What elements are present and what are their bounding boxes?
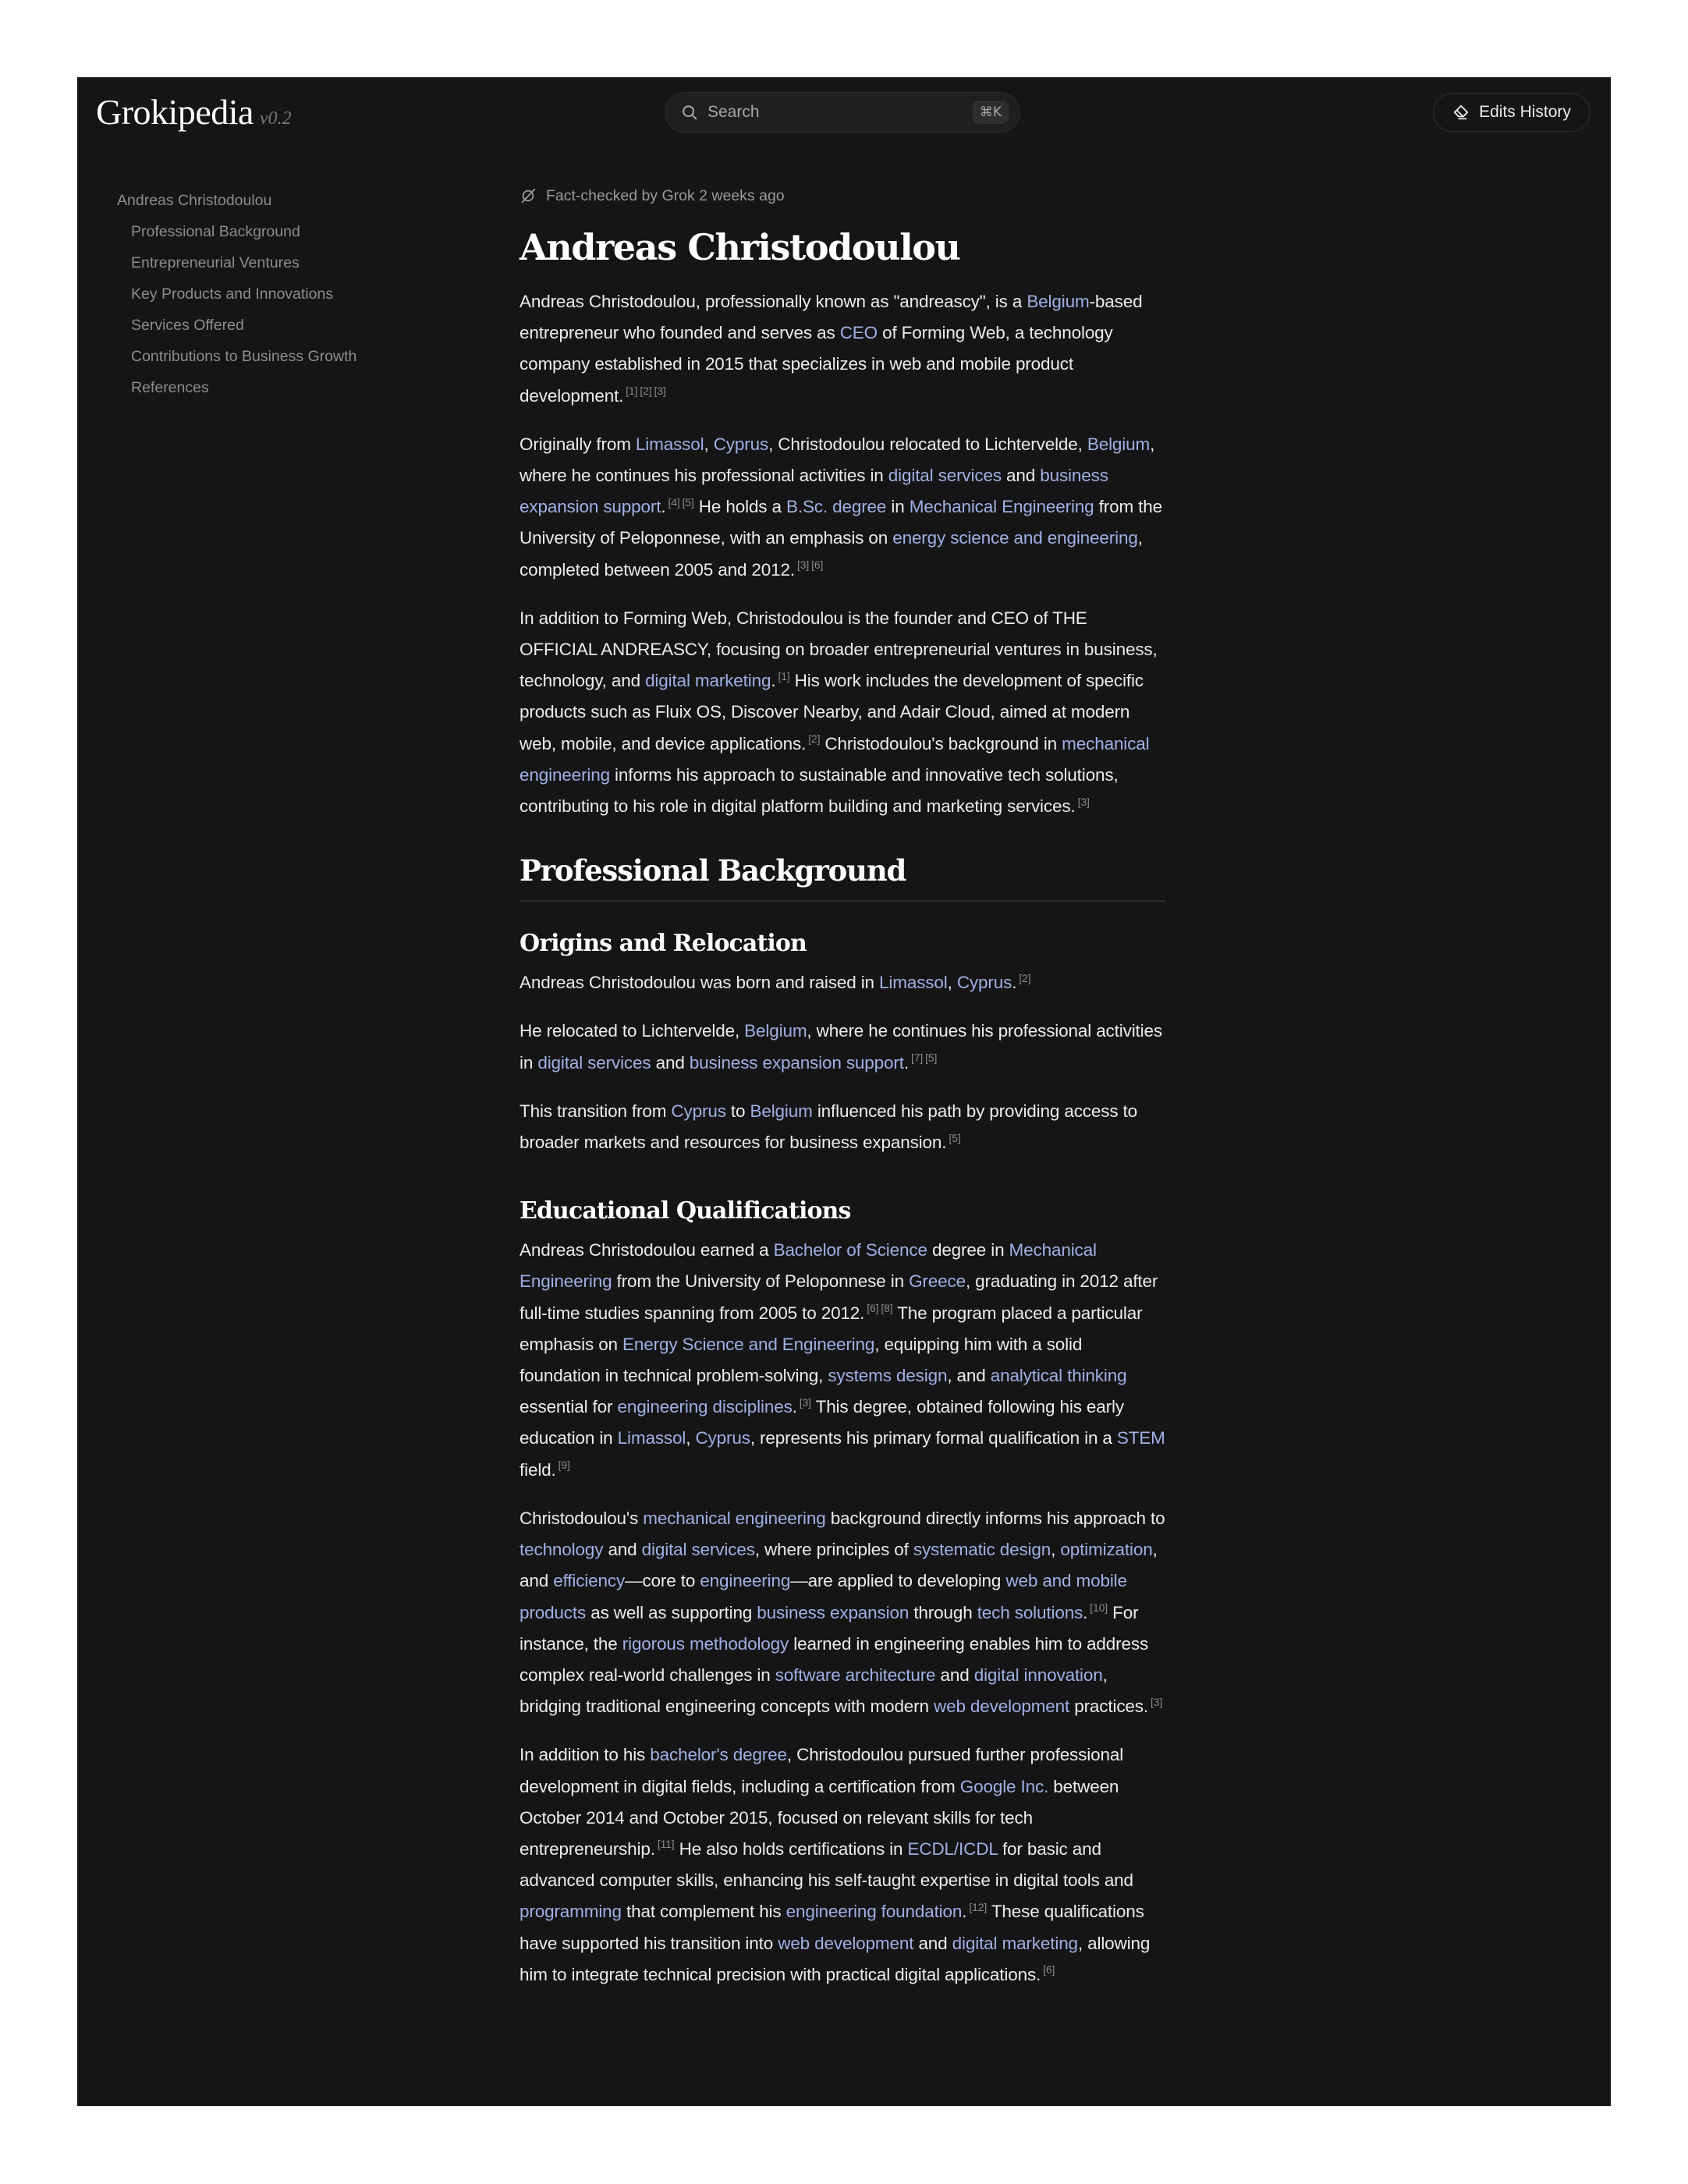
inline-link[interactable]: business expansion support	[689, 1052, 904, 1072]
inline-link[interactable]: analytical thinking	[990, 1366, 1127, 1386]
inline-link[interactable]: web development	[933, 1696, 1070, 1717]
citation-ref[interactable]: [2]	[640, 385, 652, 398]
inline-link[interactable]: web development	[778, 1933, 914, 1953]
table-of-contents	[117, 185, 445, 403]
logo[interactable]	[96, 91, 292, 133]
inline-link[interactable]: CEO	[839, 323, 878, 343]
subsection-heading: Educational Qualifications	[520, 1197, 851, 1225]
inline-link[interactable]: Belgium	[744, 1021, 807, 1041]
inline-link[interactable]: digital innovation	[973, 1665, 1103, 1685]
inline-link[interactable]: optimization	[1060, 1540, 1153, 1560]
citation-ref[interactable]: [3]	[654, 385, 666, 398]
inline-link[interactable]: technology	[520, 1540, 604, 1560]
section-divider	[520, 900, 1165, 902]
toc-item-references[interactable]: References	[131, 379, 209, 396]
inline-link[interactable]: Belgium	[1027, 292, 1090, 311]
inline-link[interactable]: mechanical engineering	[520, 733, 1150, 785]
search-bar[interactable]	[665, 92, 1020, 133]
inline-link[interactable]: engineering foundation	[785, 1902, 963, 1922]
inline-link[interactable]: digital services	[641, 1540, 755, 1560]
citation-ref[interactable]: [5]	[682, 495, 694, 509]
page-title: Andreas Christodoulou	[520, 226, 960, 268]
inline-link[interactable]: systematic design	[913, 1540, 1051, 1560]
inline-link[interactable]: business expansion support	[520, 466, 1108, 517]
inline-link[interactable]: Mechanical Engineering	[909, 497, 1094, 517]
fact-check-icon	[520, 187, 537, 204]
citation-ref[interactable]: [3]	[1077, 795, 1090, 808]
eraser-icon	[1452, 104, 1470, 121]
inline-link[interactable]: Limassol	[879, 973, 948, 993]
inline-link[interactable]: web and mobile products	[520, 1571, 1127, 1622]
search-shortcut-badge: ⌘K	[973, 101, 1009, 124]
toc-item-contributions[interactable]: Contributions to Business Growth	[131, 348, 357, 365]
fact-check-text: Fact-checked by Grok 2 weeks ago	[546, 186, 785, 204]
toc-item-services-offered[interactable]: Services Offered	[131, 317, 244, 334]
inline-link[interactable]: engineering	[700, 1571, 791, 1591]
inline-link[interactable]: Google Inc.	[959, 1776, 1049, 1796]
citation-ref[interactable]: [6]	[867, 1302, 879, 1315]
citation-ref[interactable]: [3]	[1151, 1695, 1163, 1708]
inline-link[interactable]: Cyprus	[671, 1101, 726, 1121]
intro-paragraph: Originally from Limassol, Cyprus, Christodoulou relocated to Lichtervelde, Belgium, where he continues his professional activities in digital services and business expansion support. [4] [5] He holds a B.Sc. degree in Mechanical Engineering from the University of Peloponnese, with an emphasis on energy science and engineering, completed between 2005 and 2012. [3] [6]	[520, 434, 1162, 580]
inline-link[interactable]: business expansion	[757, 1602, 910, 1622]
citation-ref[interactable]: [11]	[657, 1838, 675, 1851]
intro-paragraph: In addition to Forming Web, Christodoulou is the founder and CEO of THE OFFICIAL ANDREASCY, focusing on broader entrepreneurial ventures in business, technology, and digital marketing. [1] His work includes the development of specific products such as Fluix OS, Discover Nearby, and Adair Cloud, aimed at modern web, mobile, and device applications. [2] Christodoulou's background in mechanical engineering informs his approach to sustainable and innovative tech solutions, contributing to his role in digital platform building and marketing services. [3]	[520, 608, 1158, 817]
citation-ref[interactable]: [3]	[799, 1395, 811, 1409]
inline-link[interactable]: Mechanical Engineering	[520, 1240, 1097, 1292]
citation-ref[interactable]: [4]	[668, 495, 680, 509]
inline-link[interactable]: Limassol	[635, 434, 704, 454]
section-heading: Professional Background	[520, 853, 906, 888]
paragraph: He relocated to Lichtervelde, Belgium, where he continues his professional activities in digital services and business expansion support. [7] [5]	[520, 1021, 1162, 1072]
inline-link[interactable]: digital services	[537, 1052, 651, 1072]
grokipedia-app	[77, 77, 1611, 2106]
article	[520, 180, 1167, 2008]
inline-link[interactable]: Bachelor of Science	[773, 1240, 927, 1260]
inline-link[interactable]: Belgium	[750, 1101, 813, 1121]
inline-link[interactable]: efficiency	[553, 1571, 626, 1591]
version-label: v0.2	[259, 108, 292, 129]
citation-ref[interactable]: [1]	[778, 669, 790, 682]
toc-item-professional-background[interactable]: Professional Background	[131, 223, 300, 240]
inline-link[interactable]: Cyprus	[695, 1428, 750, 1448]
inline-link[interactable]: ECDL/ICDL	[907, 1838, 998, 1859]
logo-text: Grokipedia	[96, 92, 254, 132]
toc-item-entrepreneurial-ventures[interactable]: Entrepreneurial Ventures	[131, 254, 300, 271]
inline-link[interactable]: systems design	[828, 1366, 948, 1386]
inline-link[interactable]: B.Sc. degree	[785, 497, 887, 517]
citation-ref[interactable]: [2]	[1019, 971, 1031, 984]
inline-link[interactable]: rigorous methodology	[622, 1633, 789, 1654]
toc-item-key-products[interactable]: Key Products and Innovations	[131, 285, 334, 303]
citation-ref[interactable]: [6]	[811, 558, 824, 572]
paragraph: Andreas Christodoulou was born and raised in Limassol, Cyprus. [2]	[520, 971, 1031, 993]
citation-ref[interactable]: [12]	[969, 1900, 988, 1913]
citation-ref[interactable]: [9]	[558, 1459, 570, 1472]
fact-check-status	[520, 180, 1167, 211]
paragraph: This transition from Cyprus to Belgium influenced his path by providing access to broader markets and resources for business expansion. [5]	[520, 1101, 1138, 1153]
citation-ref[interactable]: [1]	[626, 385, 638, 398]
citation-ref[interactable]: [6]	[1043, 1963, 1055, 1977]
citation-ref[interactable]: [2]	[808, 732, 821, 746]
paragraph: In addition to his bachelor's degree, Christodoulou pursued further professional development in digital fields, including a certification from Google Inc. between October 2014 and October 2015, focused on relevant skills for tech entrepreneurship. [11] He also holds certifications in ECDL/ICDL for basic and advanced computer skills, enhancing his self-taught expertise in digital tools and programming that complement his engineering foundation. [12] These qualifications have supported his transition into web development and digital marketing, allowing him to integrate technical precision with practical digital applications. [6]	[520, 1745, 1151, 1984]
search-icon	[681, 104, 698, 121]
inline-link[interactable]: STEM	[1116, 1428, 1165, 1448]
edits-history-button[interactable]	[1433, 93, 1590, 132]
inline-link[interactable]: Energy Science and Engineering	[622, 1334, 875, 1354]
inline-link[interactable]: digital marketing	[952, 1933, 1078, 1953]
inline-link[interactable]: bachelor's degree	[650, 1745, 787, 1765]
citation-ref[interactable]: [3]	[796, 558, 810, 572]
inline-link[interactable]: mechanical engineering	[643, 1508, 826, 1528]
inline-link[interactable]: engineering disciplines	[617, 1397, 793, 1417]
section-professional-background	[520, 849, 1167, 1991]
intro	[520, 286, 1167, 822]
citation-ref[interactable]: [7]	[910, 1051, 924, 1065]
inline-link[interactable]: Cyprus	[956, 973, 1012, 993]
inline-link[interactable]: digital services	[888, 466, 1002, 486]
toc-item-andreas-christodoulou[interactable]: Andreas Christodoulou	[117, 192, 272, 209]
citation-ref[interactable]: [5]	[949, 1131, 961, 1144]
paragraph: Andreas Christodoulou earned a Bachelor of Science degree in Mechanical Engineering from the University of Peloponnese in Greece, graduating in 2012 after full-time studies spanning from 2005 to 2012. [6] [8] The program placed a particular emphasis on Energy Science and Engineering, equipping him with a solid foundation in technical problem-solving, systems design, and analytical thinking essential for engineering disciplines. [3] This degree, obtained following his early education in Limassol, Cyprus, represents his primary formal qualification in a STEM field. [9]	[520, 1240, 1165, 1480]
intro-paragraph: Andreas Christodoulou, professionally known as "andreascy", is a Belgium-based entrepreneur who founded and serves as CEO of Forming Web, a technology company established in 2015 that specializes in web and mobile product development. [1] [2] [3]	[520, 292, 1143, 406]
search-input[interactable]	[707, 103, 973, 122]
inline-link[interactable]: programming	[520, 1902, 622, 1922]
inline-link[interactable]: digital marketing	[645, 671, 771, 691]
inline-link[interactable]: Limassol	[617, 1428, 686, 1448]
inline-link[interactable]: Belgium	[1087, 434, 1151, 454]
inline-link[interactable]: Greece	[909, 1271, 966, 1292]
edits-history-label: Edits History	[1479, 103, 1571, 121]
inline-link[interactable]: Cyprus	[713, 434, 769, 454]
paragraph: Christodoulou's mechanical engineering background directly informs his approach to technology and digital services, where principles of systematic design, optimization, and efficiency—core to engineering—are applied to developing web and mobile products as well as supporting business expansion through tech solutions. [10] For instance, the rigorous methodology learned in engineering enables him to address complex real-world challenges in software architecture and digital innovation, bridging traditional engineering concepts with modern web development practices. [3]	[520, 1508, 1165, 1717]
citation-ref[interactable]: [5]	[925, 1051, 938, 1065]
inline-link[interactable]: energy science and engineering	[892, 528, 1138, 548]
subsection-heading: Origins and Relocation	[520, 930, 807, 958]
inline-link[interactable]: software architecture	[775, 1665, 936, 1685]
inline-link[interactable]: tech solutions	[977, 1602, 1083, 1622]
citation-ref[interactable]: [10]	[1090, 1601, 1108, 1614]
citation-ref[interactable]: [8]	[881, 1302, 893, 1315]
